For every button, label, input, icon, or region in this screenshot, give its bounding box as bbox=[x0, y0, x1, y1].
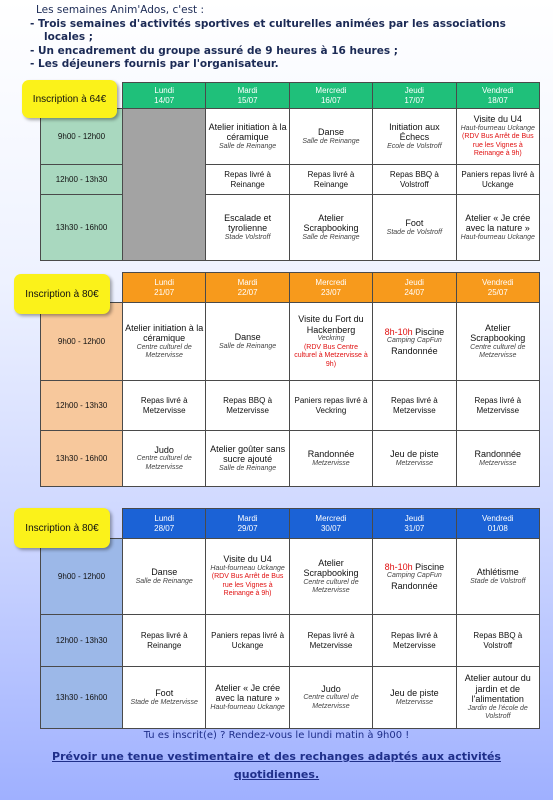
day-header: Mardi 22/07 bbox=[206, 273, 289, 303]
time-slot: 12h00 - 13h30 bbox=[41, 381, 123, 431]
day-header: Mercredi 16/07 bbox=[289, 83, 372, 109]
day-header: Jeudi 24/07 bbox=[373, 273, 456, 303]
day-header: Jeudi 31/07 bbox=[373, 509, 456, 539]
intro-line: locales ; bbox=[44, 31, 93, 43]
meal-cell: Repas livré à Reinange bbox=[289, 165, 372, 195]
activity-cell: Atelier Scrapbooking Centre culturel de Metzervisse bbox=[289, 539, 372, 615]
week-2-schedule bbox=[40, 272, 540, 487]
meal-cell: Repas livré à Metzervisse bbox=[373, 381, 456, 431]
meal-cell: Repas livré à Metzervisse bbox=[289, 615, 372, 667]
day-header: Vendredi 18/07 bbox=[456, 83, 539, 109]
footer-notice bbox=[0, 748, 553, 784]
day-header: Mercredi 30/07 bbox=[289, 509, 372, 539]
meal-cell: Repas BBQ à Volstroff bbox=[456, 615, 539, 667]
time-slot: 9h00 - 12h00 bbox=[41, 539, 123, 615]
activity-cell: Randonnée Metzervisse bbox=[456, 431, 539, 487]
meal-cell: Repas livré à Reinange bbox=[123, 615, 206, 667]
meal-cell: Repas livré à Metzervisse bbox=[456, 381, 539, 431]
meal-cell: Repas livré à Metzervisse bbox=[123, 381, 206, 431]
meal-cell: Paniers repas livré à Uckange bbox=[206, 615, 289, 667]
day-header: Vendredi 01/08 bbox=[456, 509, 539, 539]
activity-cell: Jeu de piste Metzervisse bbox=[373, 667, 456, 729]
meal-cell: Repas BBQ à Metzervisse bbox=[206, 381, 289, 431]
time-slot: 12h00 - 13h30 bbox=[41, 165, 123, 195]
footer-note bbox=[0, 730, 553, 741]
activity-cell: Atelier initiation à la céramique Salle de Reinange bbox=[206, 109, 289, 165]
activity-cell: Judo Centre culturel de Metzervisse bbox=[123, 431, 206, 487]
activity-cell: Danse Salle de Reinange bbox=[206, 303, 289, 381]
time-slot: 9h00 - 12h00 bbox=[41, 109, 123, 165]
activity-cell: Initiation aux Échecs Ecole de Volstroff bbox=[373, 109, 456, 165]
activity-cell: Foot Stade de Metzervisse bbox=[123, 667, 206, 729]
meal-cell: Paniers repas livré à Uckange bbox=[456, 165, 539, 195]
activity-cell: Judo Centre culturel de Metzervisse bbox=[289, 667, 372, 729]
price-badge: Inscription à 80€ bbox=[14, 274, 110, 314]
time-slot: 13h30 - 16h00 bbox=[41, 431, 123, 487]
activity-cell: Visite du U4 Haut-fourneau Uckange (RDV Bus Arrêt de Bus rue les Vignes à Reinange à 9h) bbox=[206, 539, 289, 615]
activity-cell: Randonnée Metzervisse bbox=[289, 431, 372, 487]
meal-cell: Repas livré à Metzervisse bbox=[373, 615, 456, 667]
activity-cell: Atelier initiation à la céramique Centre culturel de Metzervisse bbox=[123, 303, 206, 381]
activity-cell: Atelier « Je crée avec la nature » Haut-fourneau Uckange bbox=[456, 195, 539, 261]
activity-cell: Escalade et tyrolienne Stade Volstroff bbox=[206, 195, 289, 261]
activity-cell: Atelier autour du jardin et de l'alimentation Jardin de l'école de Volstroff bbox=[456, 667, 539, 729]
day-header: Mercredi 23/07 bbox=[289, 273, 372, 303]
week-3-schedule bbox=[40, 508, 540, 729]
time-slot: 13h30 - 16h00 bbox=[41, 195, 123, 261]
day-header: Mardi 15/07 bbox=[206, 83, 289, 109]
intro-text bbox=[30, 4, 545, 72]
activity-cell: Visite du Fort du Hackenberg Veckring (RDV Bus Centre culturel à Metzervisse à 9h) bbox=[289, 303, 372, 381]
closed-day-cell bbox=[123, 109, 206, 261]
price-badge: Inscription à 80€ bbox=[14, 508, 110, 548]
activity-cell: Atelier Scrapbooking Centre culturel de Metzervisse bbox=[456, 303, 539, 381]
day-header: Lundi 14/07 bbox=[123, 83, 206, 109]
activity-cell: 8h-10h Piscine Camping CapFun Randonnée bbox=[373, 539, 456, 615]
activity-cell: Danse Salle de Reinange bbox=[289, 109, 372, 165]
time-slot: 9h00 - 12h00 bbox=[41, 303, 123, 381]
price-badge: Inscription à 64€ bbox=[22, 80, 117, 118]
activity-cell: Foot Stade de Volstroff bbox=[373, 195, 456, 261]
day-header: Vendredi 25/07 bbox=[456, 273, 539, 303]
footer-line: Tu es inscrit(e) ? Rendez-vous le lundi matin à 9h00 ! bbox=[143, 730, 410, 741]
activity-cell: Visite du U4 Haut-fourneau Uckange (RDV Bus Arrêt de Bus rue les Vignes à Reinange à 9h) bbox=[456, 109, 539, 165]
meal-cell: Repas BBQ à Volstroff bbox=[373, 165, 456, 195]
activity-cell: Atelier goûter sans sucre ajouté Salle de Reinange bbox=[206, 431, 289, 487]
activity-cell: Jeu de piste Metzervisse bbox=[373, 431, 456, 487]
meal-cell: Paniers repas livré à Veckring bbox=[289, 381, 372, 431]
activity-cell: Athlétisme Stade de Volstroff bbox=[456, 539, 539, 615]
footer-line: quotidiennes. bbox=[233, 768, 320, 781]
intro-line: - Les déjeuners fournis par l'organisateur. bbox=[30, 58, 279, 70]
meal-cell: Repas livré à Reinange bbox=[206, 165, 289, 195]
day-header: Jeudi 17/07 bbox=[373, 83, 456, 109]
time-slot: 13h30 - 16h00 bbox=[41, 667, 123, 729]
footer-line: Prévoir une tenue vestimentaire et des rechanges adaptés aux activités bbox=[52, 750, 501, 763]
day-header: Mardi 29/07 bbox=[206, 509, 289, 539]
activity-cell: Atelier « Je crée avec la nature » Haut-fourneau Uckange bbox=[206, 667, 289, 729]
intro-line: - Un encadrement du groupe assuré de 9 heures à 16 heures ; bbox=[30, 44, 398, 57]
activity-cell: Atelier Scrapbooking Salle de Reinange bbox=[289, 195, 372, 261]
intro-line: Les semaines Anim'Ados, c'est : bbox=[36, 4, 205, 16]
day-header: Lundi 28/07 bbox=[123, 509, 206, 539]
day-header: Lundi 21/07 bbox=[123, 273, 206, 303]
activity-cell: Danse Salle de Reinange bbox=[123, 539, 206, 615]
activity-cell: 8h-10h Piscine Camping CapFun Randonnée bbox=[373, 303, 456, 381]
time-slot: 12h00 - 13h30 bbox=[41, 615, 123, 667]
intro-line: - Trois semaines d'activités sportives et culturelles animées par les associations bbox=[30, 17, 506, 30]
